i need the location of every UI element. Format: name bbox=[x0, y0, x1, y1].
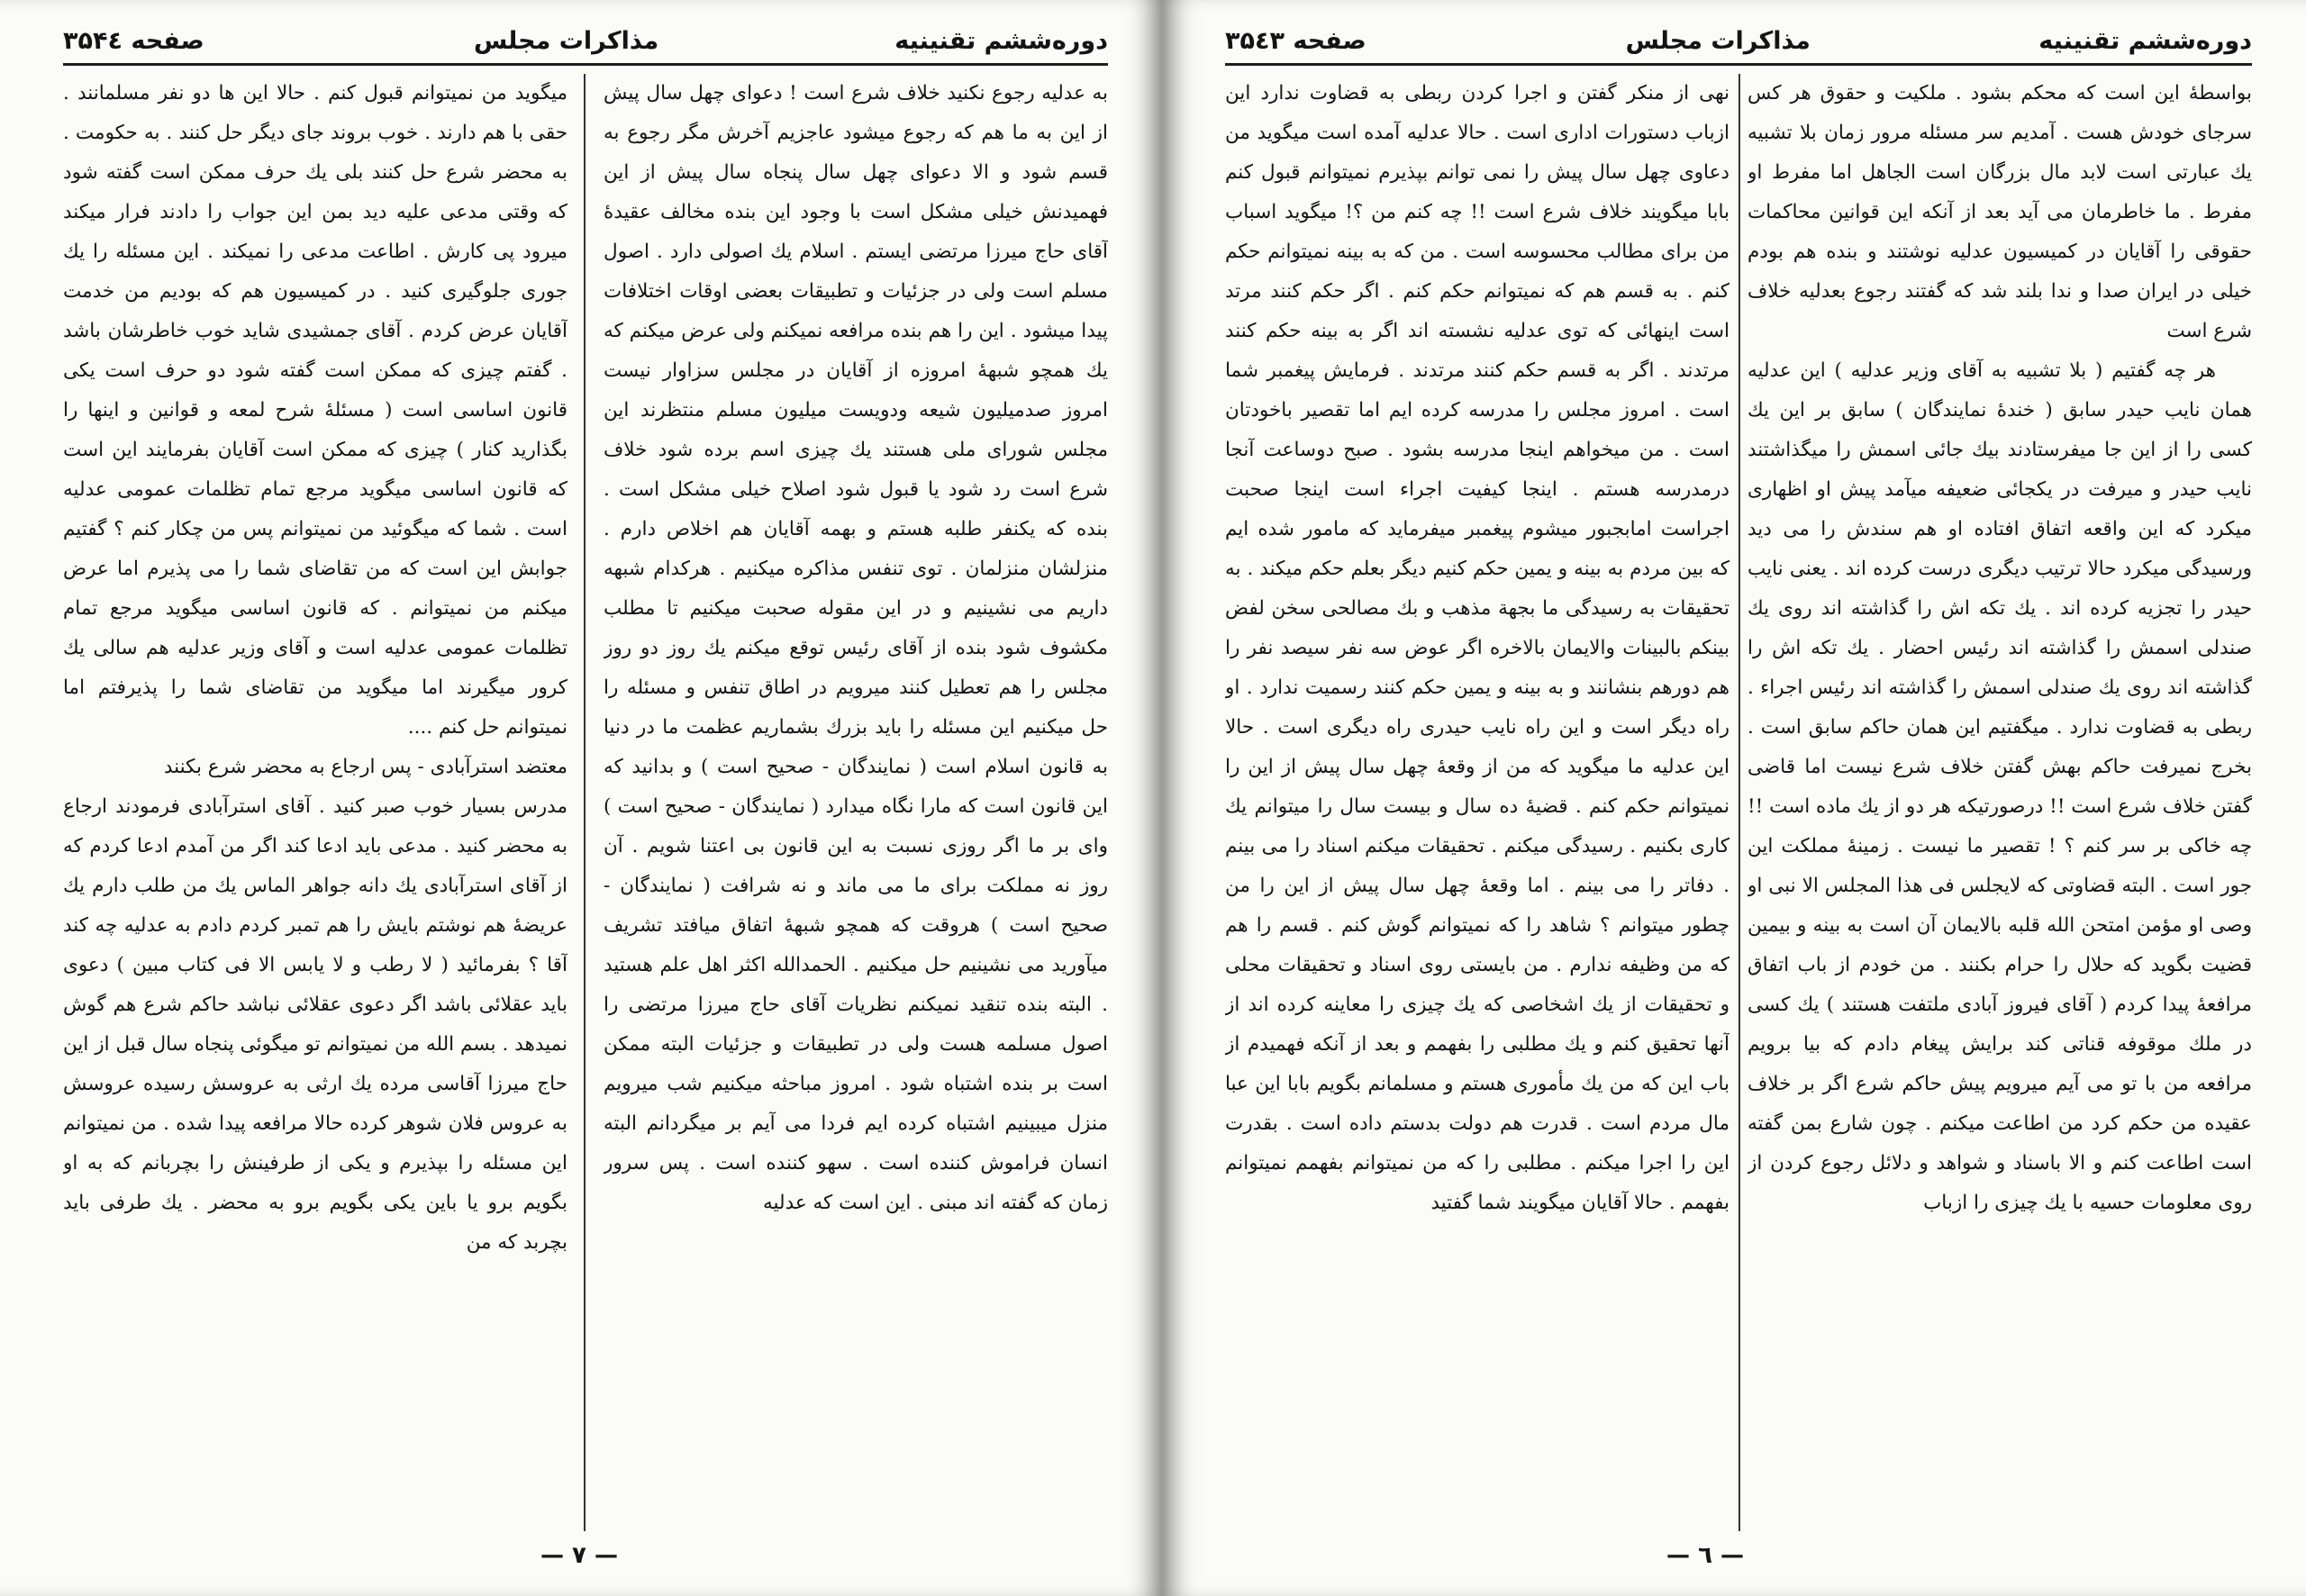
header-title: مذاکرات مجلس bbox=[473, 27, 659, 55]
header-page-number: صفحه ۳۵٤۳ bbox=[1225, 27, 1366, 55]
header-title: مذاکرات مجلس bbox=[1625, 27, 1811, 55]
page-3543 bbox=[1162, 0, 2306, 1596]
header-page-number: صفحه ۳۵۴٤ bbox=[63, 27, 204, 55]
page-folio: — ۷ — bbox=[540, 1542, 618, 1569]
column-divider bbox=[1739, 74, 1740, 1531]
header-divider bbox=[63, 63, 1108, 66]
paragraph: نهی از منکر گفتن و اجرا کردن ربطی به قضاوت ندارد این ازباب دستورات اداری است . حالا عدلیه آمده است میگوید من دعاوی چهل سال پیش را نمی توانم بپذیرم نمیتوانم قبول کنم بابا میگویند خلاف شرع است !! چه کنم من ؟! میگوید اسباب من برای مطالب محسوسه است . من که به بینه نمیتوانم حکم کنم . به قسم هم که نمیتوانم حکم کنم . اگر حکم کنند مرتد است اینهائی که توی عدلیه نشسته اند اگر به بینه حکم کنند مرتدند . اگر به قسم حکم کنند مرتدند . فرمایش پیغمبر شما است . امروز مجلس را مدرسه کرده ایم اما تقصیر باخودتان است . من میخواهم اینجا مدرسه بشود . صبح دوساعت آنجا درمدرسه هستم . اینجا کیفیت اجراء است اینجا صحبت اجراست امابجبور میشوم پیغمبر میفرماید که مامور شده ایم که بین مردم به بینه و یمین حکم کنیم دیگر بعلم حکم میکند . به تحقیقات به رسیدگی ما بجهة مذهب و بك مصالحی سخن لفض بینکم بالبینات والایمان بالاخره اگر عوض سه نفر سیصد نفر را هم دورهم بنشانند و به بینه و یمین حکم کنند رسمیت ندارد . او راه دیگر است و این راه نایب حیدری راه دیگری است . حالا این عدلیه ما میگوید که من از وقعهٔ چهل سال پیش از این را نمیتوانم حکم کنم . قضیهٔ ده سال و بیست سال را میتوانم یك کاری بکنیم . رسیدگی میکنم . تحقیقات میکنم اسناد را می بینم . دفاتر را می بینم . اما وقعهٔ چهل سال پیش از این را من چطور میتوانم ؟ شاهد را که نمیتوانم گوش کنم . قسم را هم که من وظیفه ندارم . من بایستی روی اسناد و تحقیقات محلی و تحقیقات از یك اشخاصی که یك چیزی را معاینه کرده اند از آنها تحقیق کنم و یك مطلبی را بفهمم و بعد از آنکه فهمیدم از باب این که من یك مأموری هستم و مسلمانم بگویم بابا این عبا مال مردم است . قدرت هم دولت بدستم داده است . بقدرت این را اجرا میکنم . مطلبی را که من نمیتوانم بفهمم نمیتوانم بفهمم . حالا آقایان میگویند شما گفتید bbox=[1225, 82, 1730, 1214]
header-divider bbox=[1225, 63, 2252, 66]
column-divider bbox=[584, 74, 586, 1531]
paragraph: مدرس بسیار خوب صبر کنید . آقای استرآبادی فرمودند ارجاع به محضر کنید . مدعی باید ادعا کند اگر من آمدم ادعا کردم که از آقای استرآبادی یك دانه جواهر الماس یك من طلب دارم یك عریضهٔ هم نوشتم بایش را هم تمبر کردم دادم به عدلیه چه کند آقا ؟ بفرمائید ( لا رطب و لا یابس الا فی کتاب مبین ) دعوی باید عقلائی باشد اگر دعوی عقلائی نباشد حاکم شرع هم گوش نمیدهد . بسم الله من نمیتوانم تو میگوئی پنجاه سال قبل از این حاج میرزا آقاسی مرده یك ارثی به عروسش رسیده عروسش به عروس فلان شوهر کرده حالا مرافعه پیدا شده . من نمیتوانم این مسئله را بپذیرم و یکی از طرفینش را بچربانم که به او بگویم برو یا باین یکی بگویم برو به محضر . یك طرفی باید بچربد که من bbox=[63, 795, 567, 1254]
paragraph: هر چه گفتیم ( بلا تشبیه به آقای وزیر عدلیه ) این عدلیه همان نایب حیدر سابق ( خندهٔ نمایندگان ) سابق بر این یك کسی را از این جا میفرستادند بیك جائی اسمش را میگذاشتند نایب حیدر و میرفت در یکجائی ضعیفه میآمد پیش او اظهاری میکرد که این واقعه اتفاق افتاده او هم سندش را می دید ورسیدگی میکرد حالا ترتیب دیگری درست کرده اند . یعنی نایب حیدر را تجزیه کرده اند . یك تکه اش را گذاشته اند روی یك صندلی اسمش را گذاشته اند رئیس احضار . یك تکه اش را گذاشته اند روی یك صندلی اسمش را گذاشته اند رئیس اجراء . ربطی به قضاوت ندارد . میگفتیم این همان حاکم سابق است . بخرج نمیرفت حاکم بهش گفتن خلاف شرع نیست اما قاضی گفتن خلاف شرع است !! درصورتیکه هر دو از یك ماده است !! چه خاکی بر سر کنم ؟ ! تقصیر ما نیست . زمینهٔ مملکت این جور است . البته قضاوتی که لایجلس فی هذا المجلس الا نبی او وصی او مؤمن امتحن الله قلبه بالایمان آن است به بینه و بیمین قضیت بگوید که حلال را حرام بکنند . من خودم از باب اتفاق مرافعهٔ پیدا کردم ( آقای فیروز آبادی ملتفت هستند ) یك کسی در ملك موقوفه قناتی کند برایش پیغام دادم که بیا برویم مرافعه من با تو می آیم میرویم پیش حاکم شرع اگر بر خلاف عقیده من حکم کرد من اطاعت میکنم . چون شارع بمن گفته است اطاعت کنم و الا باسناد و شواهد و دلائل رجوع کردن از روی معلومات حسیه با یك چیزی را ازباب bbox=[1748, 359, 2252, 1214]
text-column-right bbox=[604, 74, 1108, 1533]
text-column-left bbox=[63, 74, 567, 1533]
paragraph: به عدلیه رجوع نکنید خلاف شرع است ! دعوای چهل سال پیش از این به ما هم که رجوع میشود عاجزیم آخرش مگر رجوع به قسم شود و الا دعوای چهل سال پنجاه سال پیش از این فهمیدنش خیلی مشکل است با وجود این بنده مخالف عقیدهٔ آقای حاج میرزا مرتضی ایستم . اسلام یك اصولی دارد . اصول مسلم است ولی در جزئیات و تطبیقات بعضی اوقات اختلافات پیدا میشود . این را هم بنده مرافعه نمیکنم ولی عرض میکنم که یك همچو شبههٔ امروزه از آقایان در مجلس سزاوار نیست امروز صدمیلیون شیعه ودویست میلیون مسلم منتظرند این مجلس شورای ملی هستند یك چیزی اسم برده شود خلاف شرع است رد شود یا قبول شود اصلاح خیلی مشکل است . بنده که یکنفر طلبه هستم و بهمه آقایان هم اخلاص دارم . منزلشان منزلمان . توی تنفس مذاکره میکنیم . هرکدام شبهه داریم می نشینیم و در این مقوله صحبت میکنیم تا مطلب مکشوف شود بنده از آقای رئیس توقع میکنم یك روز دو روز مجلس را هم تعطیل کنند میرویم در اطاق تنفس و مسئله را حل میکنیم این مسئله را باید بزرك بشماریم عظمت ما در دنیا به قانون اسلام است ( نمایندگان - صحیح است ) و بدانید که این قانون است که مارا نگاه میدارد ( نمایندگان - صحیح است ) وای بر ما اگر روزی نسبت به این قانون بی اعتنا شویم . آن روز نه مملکت برای ما می ماند و نه شرافت ( نمایندگان - صحیح است ) هروقت که همچو شبههٔ اتفاق میافتد تشریف میآورید می نشینیم حل میکنیم . الحمدالله اکثر اهل علم هستید . البته بنده تنقید نمیکنم نظریات آقای حاج میرزا مرتضی را اصول مسلمه هست ولی در تطبیقات و جزئیات البته ممکن است بر بنده اشتباه شود . امروز مباحثه میکنیم شب میرویم منزل میبینیم اشتباه کرده ایم فردا می آیم بر میگردانم البته انسان فراموش کننده است . سهو کننده است . پس سرور زمان که گفته اند مبنی . این است که عدلیه bbox=[604, 82, 1108, 1214]
page-header bbox=[1225, 23, 2252, 63]
text-column-right bbox=[1748, 74, 2252, 1533]
page-header bbox=[63, 23, 1108, 63]
header-session: دوره‌ششم تقنینیه bbox=[894, 27, 1108, 55]
paragraph: بواسطهٔ این است که محکم بشود . ملکیت و حقوق هر کس سرجای خودش هست . آمدیم سر مسئله مرور زمان بلا تشبیه یك عبارتی است لابد مال بزرگان است الجاهل اما مفرط او مفرط . ما خاطرمان می آید بعد از آنکه این قوانین محاکمات حقوقی را آقایان در کمیسیون عدلیه نوشتند و بنده هم بودم خیلی در ایران صدا و ندا بلند شد که گفتند رجوع بعدلیه خلاف شرع است bbox=[1748, 82, 2252, 342]
paragraph: معتضد استرآبادی - پس ارجاع به محضر شرع بکنند bbox=[163, 756, 567, 778]
paragraph: میگوید من نمیتوانم قبول کنم . حالا این ها دو نفر مسلمانند . حقی با هم دارند . خوب بروند جای دیگر حل کنند . به حکومت . به محضر شرع حل کنند بلی یك حرف ممکن است گفته شود که وقتی مدعی علیه دید بمن این جواب را دادند فرار میکند میرود پی کارش . اطاعت مدعی را نمیکند . این مسئله را یك جوری جلوگیری کنید . در کمیسیون هم که بودیم من خدمت آقایان عرض کردم . آقای جمشیدی شاید خوب خاطرشان باشد . گفتم چیزی که ممکن است گفته شود دو حرف است یکی قانون اساسی است ( مسئلهٔ شرح لمعه و قوانین و اینها را بگذارید کنار ) چیزی که ممکن است آقایان بفرمایند این است که قانون اساسی میگوید مرجع تمام تظلمات عمومی عدلیه است . شما که میگوئید من نمیتوانم پس من چکار کنم ؟ گفتیم جوابش این است که من تقاضای شما را می پذیرم اما عرض میکنم من نمیتوانم . که قانون اساسی میگوید مرجع تمام تظلمات عمومی عدلیه است و آقای وزیر عدلیه هم سالی یك کرور میگیرند اما میگوید من تقاضای شما را پذیرفتم اما نمیتوانم حل کنم .... bbox=[63, 82, 567, 739]
text-column-left bbox=[1225, 74, 1730, 1533]
header-session: دوره‌ششم تقنینیه bbox=[2038, 27, 2252, 55]
page-folio: — ٦ — bbox=[1666, 1542, 1744, 1569]
